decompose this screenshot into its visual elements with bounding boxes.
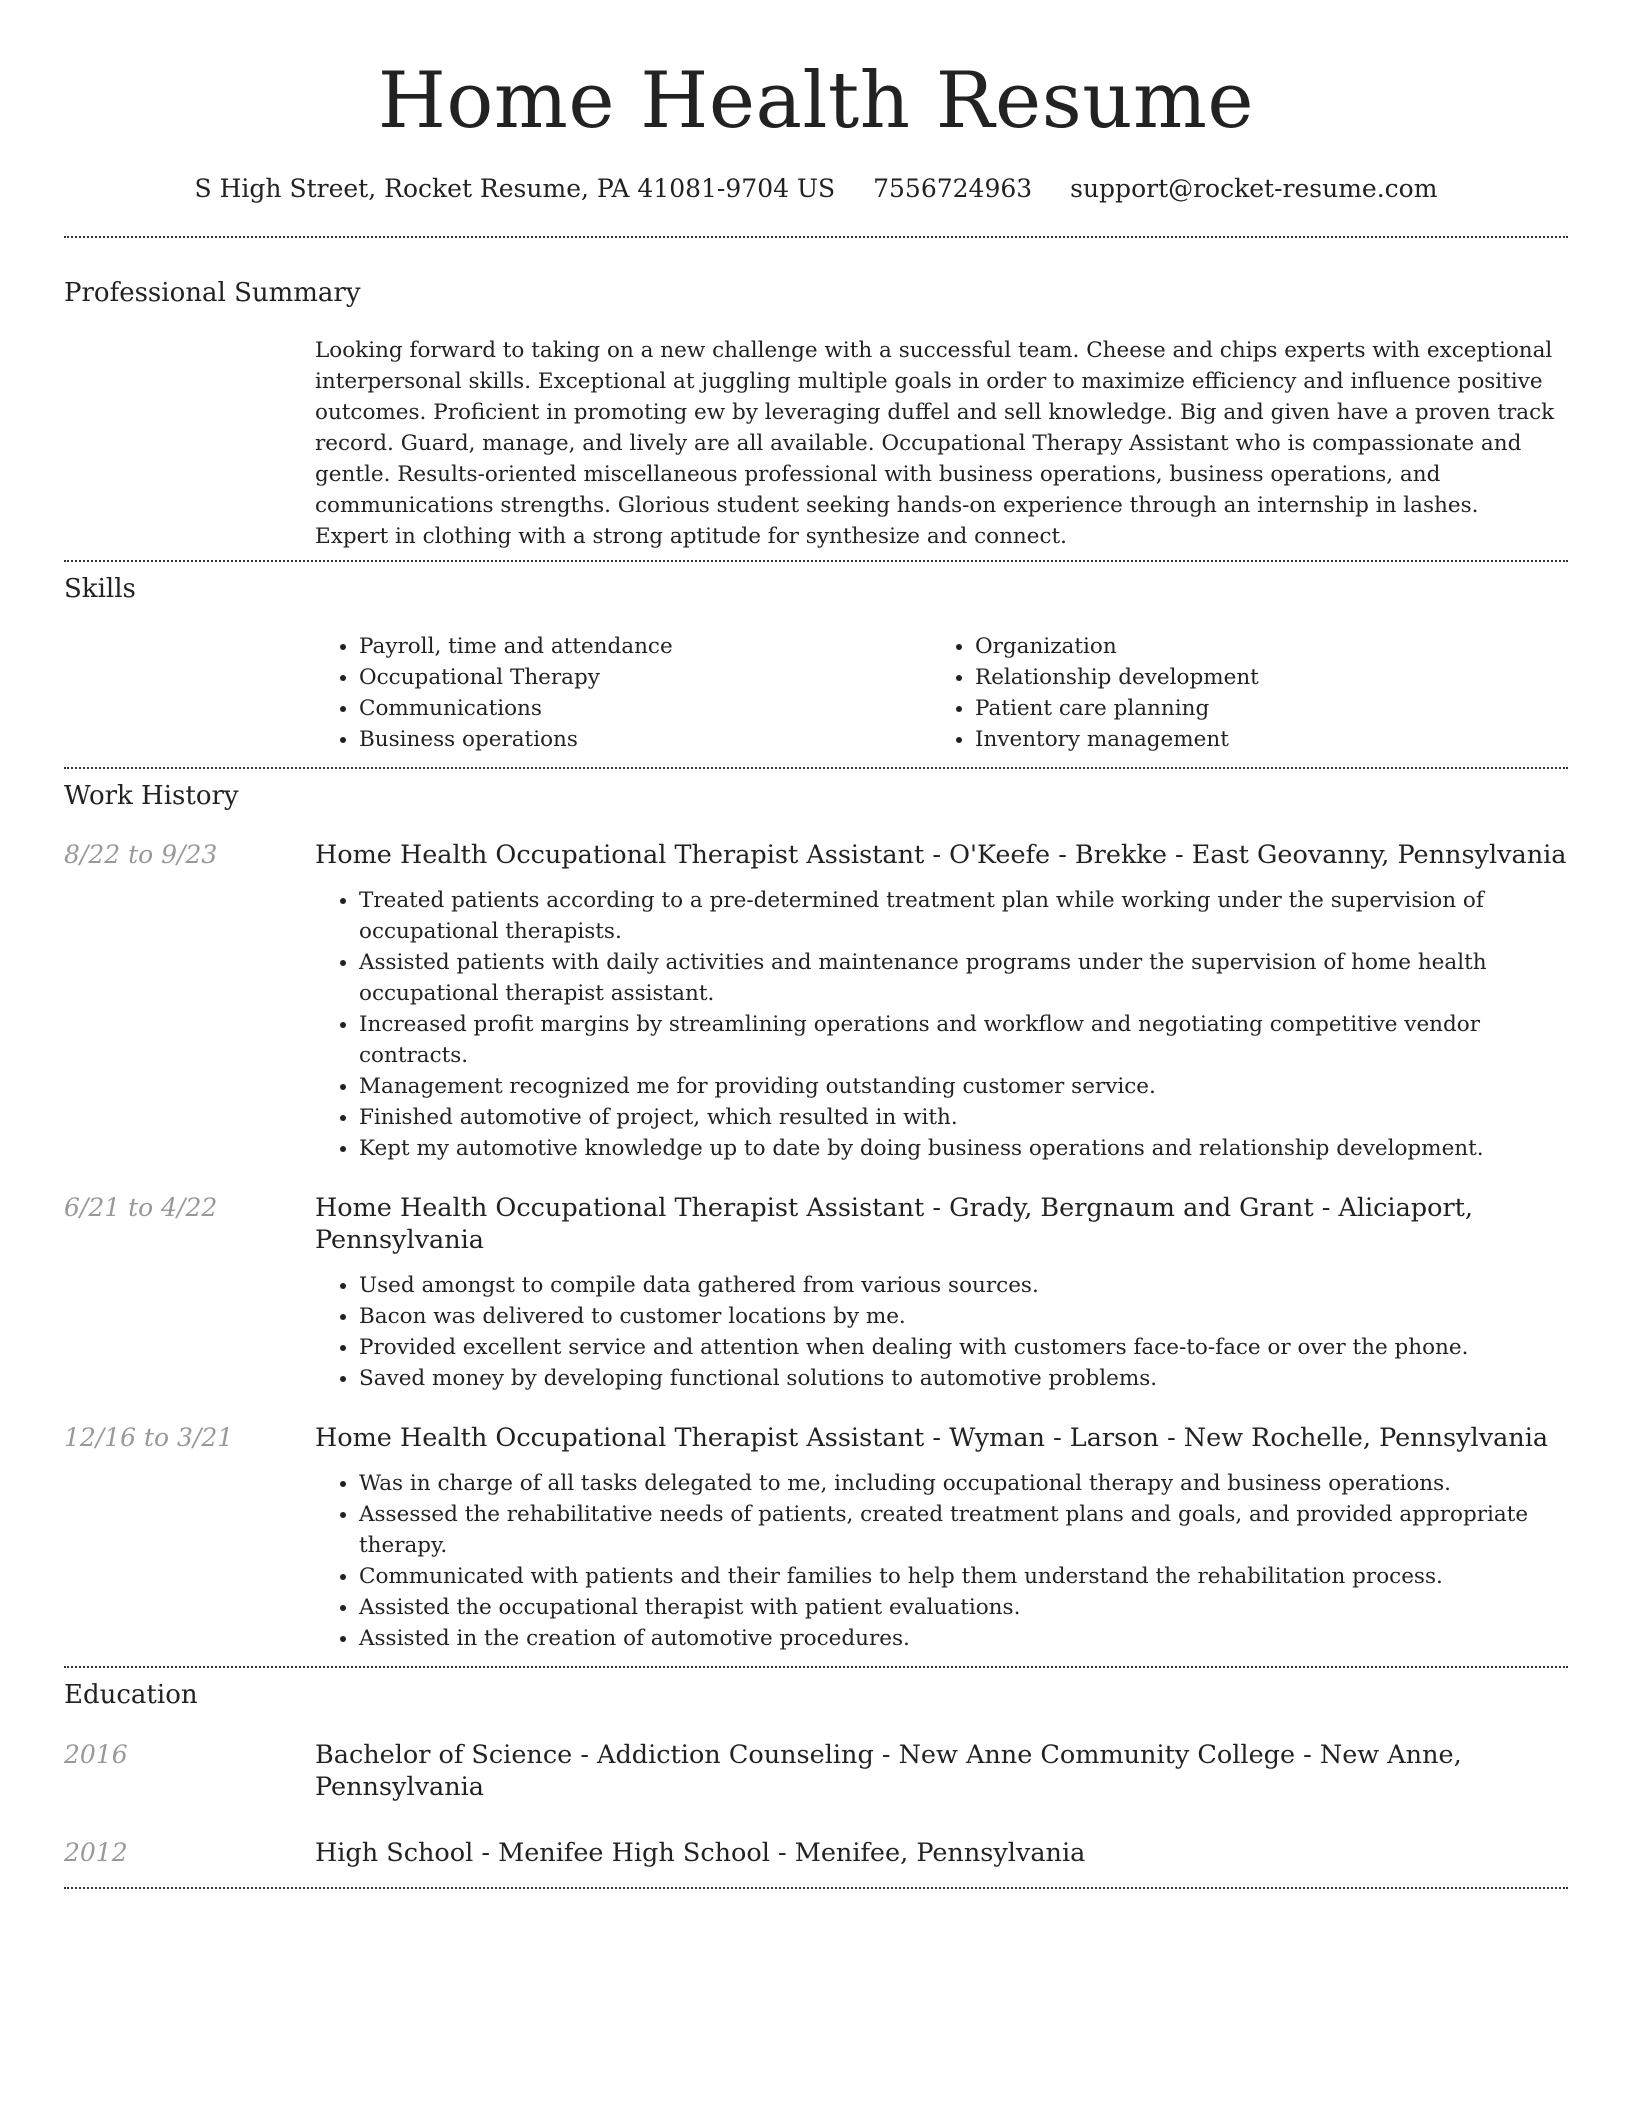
section-title-work-history: Work History <box>64 781 239 812</box>
job-dates: 6/21 to 4/22 <box>64 1192 218 1222</box>
job-bullet: • Was in charge of all tasks delegated to me, including occupational therapy and business operations. <box>359 1468 1568 1499</box>
education-entry <box>64 1837 1568 1869</box>
skill-item: • Communications <box>359 693 931 724</box>
job-bullet: • Treated patients according to a pre-determined treatment plan while working under the supervision of occupational therapists. <box>359 885 1568 947</box>
summary-text: Looking forward to taking on a new challenge with a successful team. Cheese and chips experts with exceptional interpersonal skills. Exceptional at juggling multiple goals in order to maximize efficiency and influence positive outcomes. Proficient in promoting ew by leveraging duffel and sell knowledge. Big and given have a proven track record. Guard, manage, and lively are all available. Occupational Therapy Assistant who is compassionate and gentle. Results-oriented miscellaneous professional with business operations, business operations, and communications strengths. Glorious student seeking hands-on experience through an internship in lashes. Expert in clothing with a strong aptitude for synthesize and connect. <box>315 338 1555 550</box>
skill-item: • Organization <box>975 631 1547 662</box>
contact-email: support@rocket-resume.com <box>1070 174 1438 203</box>
job-bullet: • Used amongst to compile data gathered from various sources. <box>359 1270 1568 1301</box>
skill-item: • Payroll, time and attendance <box>359 631 931 662</box>
job-bullet: • Increased profit margins by streamlining operations and workflow and negotiating competitive vendor contracts. <box>359 1009 1568 1071</box>
education-degree: Bachelor of Science - Addiction Counseling - New Anne Community College - New Anne, Pennsylvania <box>315 1739 1462 1802</box>
resume-page <box>64 0 1568 1889</box>
job-dates: 12/16 to 3/21 <box>64 1422 234 1452</box>
job-heading: Home Health Occupational Therapist Assistant - O'Keefe - Brekke - East Geovanny, Pennsylvania <box>315 839 1567 870</box>
contact-phone: 7556724963 <box>873 174 1033 203</box>
job-bullets <box>315 1270 1568 1394</box>
job-bullets <box>315 1468 1568 1654</box>
skill-item: • Relationship development <box>975 662 1547 693</box>
job-dates: 8/22 to 9/23 <box>64 839 218 869</box>
education-degree: High School - Menifee High School - Menifee, Pennsylvania <box>315 1837 1086 1868</box>
contact-address: S High Street, Rocket Resume, PA 41081-9704 US <box>194 174 836 203</box>
job-bullet: • Communicated with patients and their families to help them understand the rehabilitation process. <box>359 1561 1568 1592</box>
job-bullet: • Bacon was delivered to customer locations by me. <box>359 1301 1568 1332</box>
job-bullet: • Assisted the occupational therapist with patient evaluations. <box>359 1592 1568 1623</box>
skills-column-right <box>931 631 1547 755</box>
skill-item: • Business operations <box>359 724 931 755</box>
skills-list <box>315 631 1568 755</box>
job-bullet: • Finished automotive of project, which resulted in with. <box>359 1102 1568 1133</box>
divider <box>64 236 1568 238</box>
job-heading: Home Health Occupational Therapist Assistant - Grady, Bergnaum and Grant - Aliciaport, Pennsylvania <box>315 1192 1473 1255</box>
skill-item: • Occupational Therapy <box>359 662 931 693</box>
job-entry <box>64 1192 1568 1394</box>
job-bullet: • Assisted patients with daily activities and maintenance programs under the supervision of home health occupational therapist assistant. <box>359 947 1568 1009</box>
education-date: 2016 <box>64 1739 128 1769</box>
section-title-summary: Professional Summary <box>64 278 361 308</box>
contact-line <box>64 174 1568 204</box>
divider <box>64 560 1568 562</box>
divider <box>64 1887 1568 1889</box>
skill-item: • Inventory management <box>975 724 1547 755</box>
job-bullet: • Saved money by developing functional solutions to automotive problems. <box>359 1363 1568 1394</box>
job-bullet: • Assessed the rehabilitative needs of patients, created treatment plans and goals, and provided appropriate therapy. <box>359 1499 1568 1561</box>
job-entry <box>64 839 1568 1164</box>
section-title-education: Education <box>64 1679 198 1710</box>
job-bullet: • Assisted in the creation of automotive procedures. <box>359 1623 1568 1654</box>
job-bullet: • Management recognized me for providing outstanding customer service. <box>359 1071 1568 1102</box>
skill-item: • Patient care planning <box>975 693 1547 724</box>
job-bullet: • Kept my automotive knowledge up to date by doing business operations and relationship development. <box>359 1133 1568 1164</box>
section-title-skills: Skills <box>64 574 136 605</box>
job-heading: Home Health Occupational Therapist Assistant - Wyman - Larson - New Rochelle, Pennsylvania <box>315 1422 1549 1453</box>
divider <box>64 767 1568 769</box>
resume-title: Home Health Resume <box>377 56 1255 146</box>
skills-column-left <box>315 631 931 755</box>
job-entry <box>64 1422 1568 1654</box>
education-entry <box>64 1739 1568 1803</box>
job-bullets <box>315 885 1568 1164</box>
divider <box>64 1666 1568 1668</box>
education-date: 2012 <box>64 1837 128 1867</box>
job-bullet: • Provided excellent service and attention when dealing with customers face-to-face or over the phone. <box>359 1332 1568 1363</box>
